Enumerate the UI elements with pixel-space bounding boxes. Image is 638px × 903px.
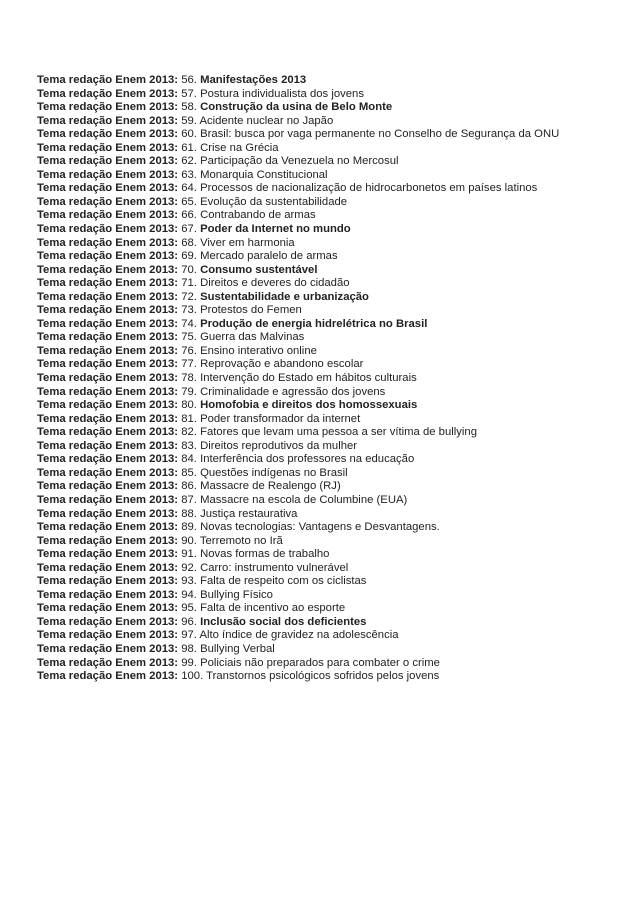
item-prefix: Tema redação Enem 2013: <box>37 195 179 208</box>
item-topic: Construção da usina de Belo Monte <box>200 101 393 114</box>
list-item <box>37 155 559 169</box>
item-prefix: Tema redação Enem 2013: <box>37 114 179 127</box>
item-topic: Participação da Venezuela no Mercosul <box>200 155 399 168</box>
item-topic: Direitos reprodutivos da mulher <box>200 439 358 452</box>
item-prefix: Tema redação Enem 2013: <box>37 277 179 290</box>
item-number: 85. <box>181 466 197 479</box>
item-topic: Policiais não preparados para combater o crime <box>200 656 440 669</box>
item-prefix: Tema redação Enem 2013: <box>37 141 179 154</box>
item-number: 91. <box>181 548 197 561</box>
list-item <box>37 494 559 508</box>
item-number: 77. <box>181 358 197 371</box>
item-topic: Contrabando de armas <box>200 209 316 222</box>
item-prefix: Tema redação Enem 2013: <box>37 250 179 263</box>
item-number: 64. <box>181 182 197 195</box>
item-number: 74. <box>181 317 197 330</box>
item-topic: Acidente nuclear no Japão <box>199 114 334 127</box>
list-item <box>37 331 559 345</box>
item-topic: Manifestações 2013 <box>200 74 307 86</box>
item-number: 96. <box>181 615 197 628</box>
item-number: 95. <box>181 602 197 615</box>
item-number: 81. <box>181 412 197 425</box>
item-number: 84. <box>181 453 197 466</box>
item-number: 72. <box>181 290 197 303</box>
item-topic: Novas tecnologias: Vantagens e Desvantagens. <box>200 521 440 534</box>
item-topic: Direitos e deveres do cidadão <box>200 277 350 290</box>
list-item <box>37 345 559 359</box>
item-prefix: Tema redação Enem 2013: <box>37 385 179 398</box>
item-number: 80. <box>181 399 197 412</box>
item-topic: Alto índice de gravidez na adolescência <box>199 629 399 642</box>
item-topic: Massacre na escola de Columbine (EUA) <box>200 493 408 506</box>
item-topic: Bullying Verbal <box>200 642 275 655</box>
item-prefix: Tema redação Enem 2013: <box>37 344 179 357</box>
item-topic: Postura individualista dos jovens <box>200 87 364 100</box>
item-topic: Falta de incentivo ao esporte <box>200 602 346 615</box>
list-item <box>37 277 559 291</box>
list-item <box>37 508 559 522</box>
item-topic: Transtornos psicológicos sofridos pelos jovens <box>206 670 440 683</box>
item-prefix: Tema redação Enem 2013: <box>37 223 179 236</box>
list-item <box>37 318 559 332</box>
item-number: 100. <box>181 670 204 683</box>
item-number: 89. <box>181 521 197 534</box>
item-number: 59. <box>181 114 197 127</box>
item-prefix: Tema redação Enem 2013: <box>37 290 179 303</box>
item-prefix: Tema redação Enem 2013: <box>37 493 179 506</box>
list-item <box>37 142 559 156</box>
item-prefix: Tema redação Enem 2013: <box>37 263 179 276</box>
item-number: 99. <box>181 656 197 669</box>
item-prefix: Tema redação Enem 2013: <box>37 670 179 683</box>
list-item <box>37 548 559 562</box>
item-number: 71. <box>181 277 197 290</box>
item-prefix: Tema redação Enem 2013: <box>37 304 179 317</box>
item-prefix: Tema redação Enem 2013: <box>37 480 179 493</box>
item-prefix: Tema redação Enem 2013: <box>37 534 179 547</box>
item-number: 63. <box>181 168 197 181</box>
list-item <box>37 575 559 589</box>
item-topic: Novas formas de trabalho <box>200 548 330 561</box>
item-prefix: Tema redação Enem 2013: <box>37 399 179 412</box>
item-number: 66. <box>181 209 197 222</box>
topic-list <box>37 74 559 684</box>
item-topic: Fatores que levam uma pessoa a ser vítima de bullying <box>200 426 477 439</box>
list-item <box>37 237 559 251</box>
list-item <box>37 467 559 481</box>
list-item <box>37 88 559 102</box>
item-number: 92. <box>181 561 197 574</box>
list-item <box>37 291 559 305</box>
item-number: 88. <box>181 507 197 520</box>
item-topic: Massacre de Realengo (RJ) <box>200 480 341 493</box>
list-item <box>37 372 559 386</box>
item-number: 76. <box>181 344 197 357</box>
item-topic: Produção de energia hidrelétrica no Brasil <box>200 317 428 330</box>
item-topic: Intervenção do Estado em hábitos culturais <box>200 372 417 385</box>
item-topic: Bullying Físico <box>200 588 273 601</box>
item-prefix: Tema redação Enem 2013: <box>37 507 179 520</box>
item-number: 69. <box>181 250 197 263</box>
list-item <box>37 128 559 142</box>
item-number: 97. <box>181 629 197 642</box>
item-topic: Mercado paralelo de armas <box>200 250 338 263</box>
item-number: 82. <box>181 426 197 439</box>
item-number: 90. <box>181 534 197 547</box>
item-topic: Protestos do Femen <box>200 304 302 317</box>
item-prefix: Tema redação Enem 2013: <box>37 521 179 534</box>
list-item <box>37 169 559 183</box>
item-topic: Poder da Internet no mundo <box>200 223 351 236</box>
item-prefix: Tema redação Enem 2013: <box>37 588 179 601</box>
item-topic: Crise na Grécia <box>200 141 279 154</box>
item-number: 87. <box>181 493 197 506</box>
item-number: 75. <box>181 331 197 344</box>
item-prefix: Tema redação Enem 2013: <box>37 548 179 561</box>
item-number: 67. <box>181 223 197 236</box>
list-item <box>37 453 559 467</box>
list-item <box>37 629 559 643</box>
list-item <box>37 209 559 223</box>
item-prefix: Tema redação Enem 2013: <box>37 101 179 114</box>
item-prefix: Tema redação Enem 2013: <box>37 372 179 385</box>
list-item <box>37 196 559 210</box>
item-topic: Questões indígenas no Brasil <box>200 466 348 479</box>
item-topic: Inclusão social dos deficientes <box>200 615 367 628</box>
item-number: 93. <box>181 575 197 588</box>
item-prefix: Tema redação Enem 2013: <box>37 439 179 452</box>
item-prefix: Tema redação Enem 2013: <box>37 358 179 371</box>
item-topic: Criminalidade e agressão dos jovens <box>200 385 386 398</box>
list-item <box>37 440 559 454</box>
item-number: 68. <box>181 236 197 249</box>
item-topic: Sustentabilidade e urbanização <box>200 290 369 303</box>
item-topic: Viver em harmonia <box>200 236 295 249</box>
item-topic: Homofobia e direitos dos homossexuais <box>200 399 418 412</box>
item-topic: Falta de respeito com os ciclistas <box>200 575 367 588</box>
list-item <box>37 101 559 115</box>
item-number: 56. <box>181 74 197 86</box>
item-number: 98. <box>181 642 197 655</box>
item-number: 86. <box>181 480 197 493</box>
item-prefix: Tema redação Enem 2013: <box>37 317 179 330</box>
list-item <box>37 616 559 630</box>
item-topic: Terremoto no Irã <box>199 534 283 547</box>
item-prefix: Tema redação Enem 2013: <box>37 426 179 439</box>
list-item <box>37 521 559 535</box>
list-item <box>37 535 559 549</box>
item-topic: Reprovação e abandono escolar <box>200 358 364 371</box>
item-prefix: Tema redação Enem 2013: <box>37 602 179 615</box>
item-prefix: Tema redação Enem 2013: <box>37 642 179 655</box>
item-prefix: Tema redação Enem 2013: <box>37 466 179 479</box>
item-topic: Justiça restaurativa <box>200 507 298 520</box>
list-item <box>37 250 559 264</box>
item-prefix: Tema redação Enem 2013: <box>37 168 179 181</box>
item-prefix: Tema redação Enem 2013: <box>37 615 179 628</box>
list-item <box>37 182 559 196</box>
list-item <box>37 589 559 603</box>
item-topic: Ensino interativo online <box>200 344 317 357</box>
list-item <box>37 643 559 657</box>
item-prefix: Tema redação Enem 2013: <box>37 656 179 669</box>
list-item <box>37 358 559 372</box>
item-number: 73. <box>181 304 197 317</box>
list-item <box>37 386 559 400</box>
list-item <box>37 115 559 129</box>
item-topic: Carro: instrumento vulnerável <box>200 561 349 574</box>
item-number: 79. <box>181 385 197 398</box>
item-number: 94. <box>181 588 197 601</box>
list-item <box>37 602 559 616</box>
item-topic: Evolução da sustentabilidade <box>200 195 348 208</box>
item-prefix: Tema redação Enem 2013: <box>37 87 179 100</box>
item-topic: Interferência dos professores na educação <box>200 453 415 466</box>
item-topic: Consumo sustentável <box>200 263 318 276</box>
item-prefix: Tema redação Enem 2013: <box>37 74 179 86</box>
item-topic: Brasil: busca por vaga permanente no Conselho de Segurança da ONU <box>200 128 560 141</box>
item-number: 83. <box>181 439 197 452</box>
list-item <box>37 657 559 671</box>
item-prefix: Tema redação Enem 2013: <box>37 453 179 466</box>
list-item <box>37 670 559 684</box>
item-number: 61. <box>181 141 197 154</box>
list-item <box>37 426 559 440</box>
list-item <box>37 413 559 427</box>
item-number: 58. <box>181 101 197 114</box>
item-number: 70. <box>181 263 197 276</box>
item-prefix: Tema redação Enem 2013: <box>37 155 179 168</box>
list-item <box>37 480 559 494</box>
list-item <box>37 562 559 576</box>
list-item <box>37 399 559 413</box>
item-topic: Processos de nacionalização de hidrocarbonetos em países latinos <box>200 182 538 195</box>
item-prefix: Tema redação Enem 2013: <box>37 128 179 141</box>
item-prefix: Tema redação Enem 2013: <box>37 331 179 344</box>
item-topic: Guerra das Malvinas <box>200 331 305 344</box>
item-prefix: Tema redação Enem 2013: <box>37 561 179 574</box>
item-prefix: Tema redação Enem 2013: <box>37 209 179 222</box>
item-topic: Monarquia Constitucional <box>200 168 328 181</box>
item-number: 62. <box>181 155 197 168</box>
item-number: 57. <box>181 87 197 100</box>
list-item <box>37 304 559 318</box>
item-prefix: Tema redação Enem 2013: <box>37 412 179 425</box>
item-prefix: Tema redação Enem 2013: <box>37 182 179 195</box>
item-prefix: Tema redação Enem 2013: <box>37 629 179 642</box>
item-number: 65. <box>181 195 197 208</box>
item-number: 60. <box>181 128 197 141</box>
item-number: 78. <box>181 372 197 385</box>
item-prefix: Tema redação Enem 2013: <box>37 575 179 588</box>
list-item <box>37 74 559 88</box>
item-topic: Poder transformador da internet <box>200 412 361 425</box>
item-prefix: Tema redação Enem 2013: <box>37 236 179 249</box>
list-item <box>37 264 559 278</box>
list-item <box>37 223 559 237</box>
